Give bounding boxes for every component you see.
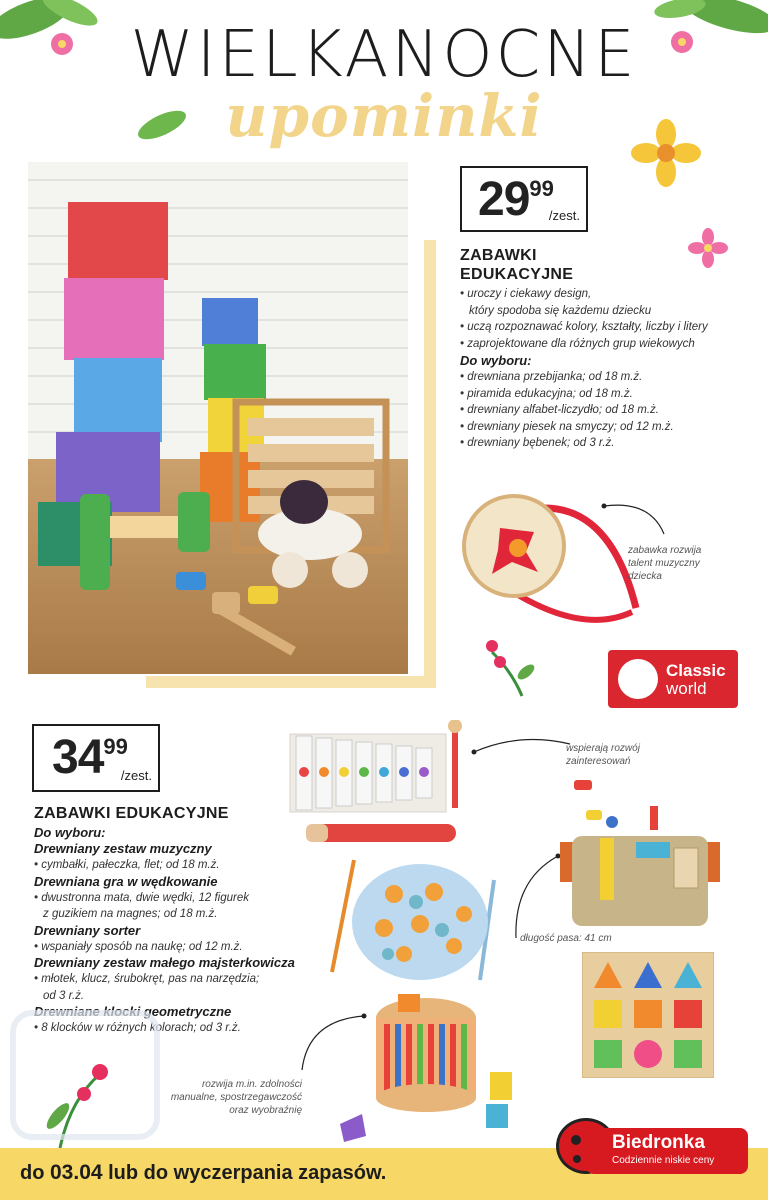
tool-belt-product-image — [556, 776, 726, 936]
choice-item-name: Drewniany zestaw małego majsterkowicza — [34, 955, 295, 970]
feature-line: który spodoba się każdemu dziecku — [469, 304, 652, 317]
price-box — [460, 166, 588, 232]
choice-item-detail: • cymbałki, pałeczka, flet; od 18 m.ż. — [34, 859, 220, 871]
choice-item-detail: z guzikiem na magnes; od 18 m.ż. — [43, 908, 218, 920]
choice-heading: Do wyboru: — [460, 353, 532, 368]
store-logo: Biedronka Codziennie niskie ceny — [586, 1128, 748, 1174]
product-description — [460, 246, 760, 452]
feature-line: • uczą rozpoznawać kolory, kształty, liczby i litery — [460, 321, 708, 333]
frame-accent — [424, 240, 436, 688]
choice-item-detail: od 3 r.ż. — [43, 989, 85, 1002]
choice-item: • drewniany bębenek; od 3 r.ż. — [460, 437, 615, 449]
price-unit: /zest. — [120, 768, 152, 783]
feature-line: • uroczy i ciekawy design, — [460, 288, 592, 300]
pointer-line — [600, 500, 670, 540]
pointer-line — [470, 730, 574, 760]
choice-item-name: Drewniany sorter — [34, 922, 141, 938]
fishing-game-product-image — [324, 854, 500, 986]
product-title: ZABAWKI — [460, 247, 537, 264]
price-unit: /zest. — [548, 208, 580, 223]
choice-item-name: Drewniane klocki geometryczne — [34, 1004, 232, 1019]
choice-item: • drewniana przebijanka; od 18 m.ż. — [460, 371, 643, 383]
price-whole: 34 — [52, 731, 104, 784]
product-title: EDUKACYJNE — [460, 266, 574, 283]
offer-validity: do 03.04 lub do wyczerpania zapasów. — [20, 1161, 387, 1184]
flower-sprig-icon — [482, 632, 538, 698]
choice-item-detail: • wspaniały sposób na naukę; od 12 m.ż. — [34, 940, 243, 953]
brand-logo-icon — [618, 659, 658, 699]
feature-line: • zaprojektowane dla różnych grup wiekowych — [460, 337, 695, 350]
geometric-blocks-product-image — [582, 952, 714, 1078]
product-photo — [28, 162, 408, 674]
product-title: ZABAWKI EDUKACYJNE — [34, 805, 229, 822]
price-whole: 29 — [478, 173, 530, 226]
brand-logo: Classic world — [608, 650, 738, 708]
drum-note: zabawka rozwija talent muzyczny dziecka — [628, 545, 702, 582]
choice-heading: Do wyboru: — [34, 825, 106, 840]
page-subtitle: upominki — [225, 82, 543, 150]
skills-note: rozwija m.in. zdolności manualne, spostrzegawczość oraz wyobraźnię — [170, 1079, 302, 1116]
choice-item-name: Drewniany zestaw muzyczny — [34, 841, 212, 856]
price-box — [32, 724, 160, 792]
pointer-line — [292, 1010, 368, 1074]
price-cents: 99 — [529, 176, 554, 201]
choice-item: • drewniany piesek na smyczy; od 12 m.ż. — [460, 420, 674, 433]
choice-item-detail: • młotek, klucz, śrubokręt, pas na narzędzia; — [34, 973, 260, 985]
page-title: WIELKANOCNE — [130, 18, 638, 92]
choice-item-detail: • dwustronna mata, dwie wędki, 12 figurek — [34, 891, 249, 904]
belt-length-note: długość pasa: 41 cm — [520, 933, 612, 944]
choice-item: • piramida edukacyjna; od 18 m.ż. — [460, 387, 633, 400]
price-cents: 99 — [103, 734, 128, 759]
watermark-decoration — [10, 1010, 160, 1140]
frame-accent — [146, 676, 436, 688]
choice-item-name: Drewniana gra w wędkowanie — [34, 873, 218, 889]
choice-item: • drewniany alfabet-liczydło; od 18 m.ż. — [460, 404, 659, 416]
choice-item-detail: • 8 klocków w różnych kolorach; od 3 r.ż. — [34, 1022, 241, 1034]
xylophone-product-image — [286, 720, 476, 852]
interests-note: wspierają rozwój zainteresowań — [566, 743, 640, 767]
